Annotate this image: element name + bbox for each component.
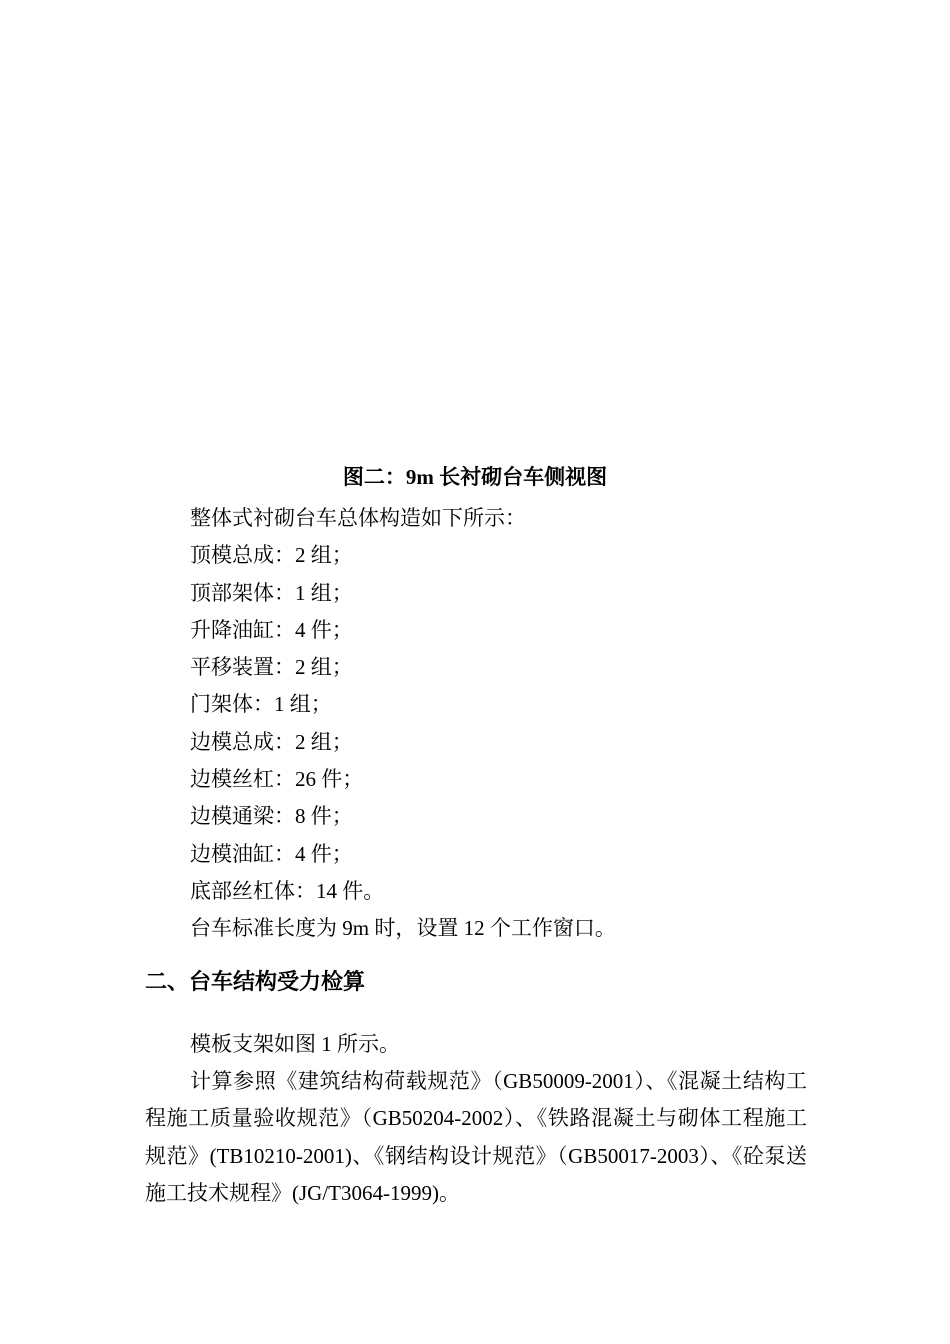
- figure-area: [145, 40, 805, 440]
- paragraph-references: 计算参照《建筑结构荷载规范》（GB50009-2001）、《混凝土结构工程施工质量验收规范》（GB50204-2002）、《铁路混凝土与砌体工程施工规范》(TB10210-2001)、《钢结构设计规范》（GB50017-2003）、《砼泵送施工技术规程》(JG/T3064-1999)。: [145, 1069, 807, 1205]
- paragraph-figure-ref: 模板支架如图 1 所示。: [190, 1032, 400, 1056]
- list-item: 平移装置：2 组；: [190, 655, 353, 680]
- list-item: 升降油缸：4 件；: [190, 617, 353, 642]
- list-item: 边模通梁：8 件；: [190, 804, 353, 829]
- list-item: 顶部架体：1 组；: [190, 580, 353, 605]
- list-item: 边模丝杠：26 件；: [190, 767, 364, 792]
- intro-line: 整体式衬砌台车总体构造如下所示：: [190, 506, 526, 530]
- list-item: 顶模总成：2 组；: [190, 543, 353, 568]
- list-item: 底部丝杠体：14 件。: [190, 878, 385, 903]
- window-note: 台车标准长度为 9m 时，设置 12 个工作窗口。: [190, 916, 616, 941]
- component-list: [190, 500, 810, 948]
- figure-caption: 图二：9m 长衬砌台车侧视图: [342, 465, 608, 489]
- section-heading: 二、台车结构受力检算: [145, 969, 366, 994]
- list-item: 门架体：1 组；: [190, 692, 332, 717]
- list-item: 边模油缸：4 件；: [190, 841, 353, 866]
- list-item: 边模总成：2 组；: [190, 729, 353, 754]
